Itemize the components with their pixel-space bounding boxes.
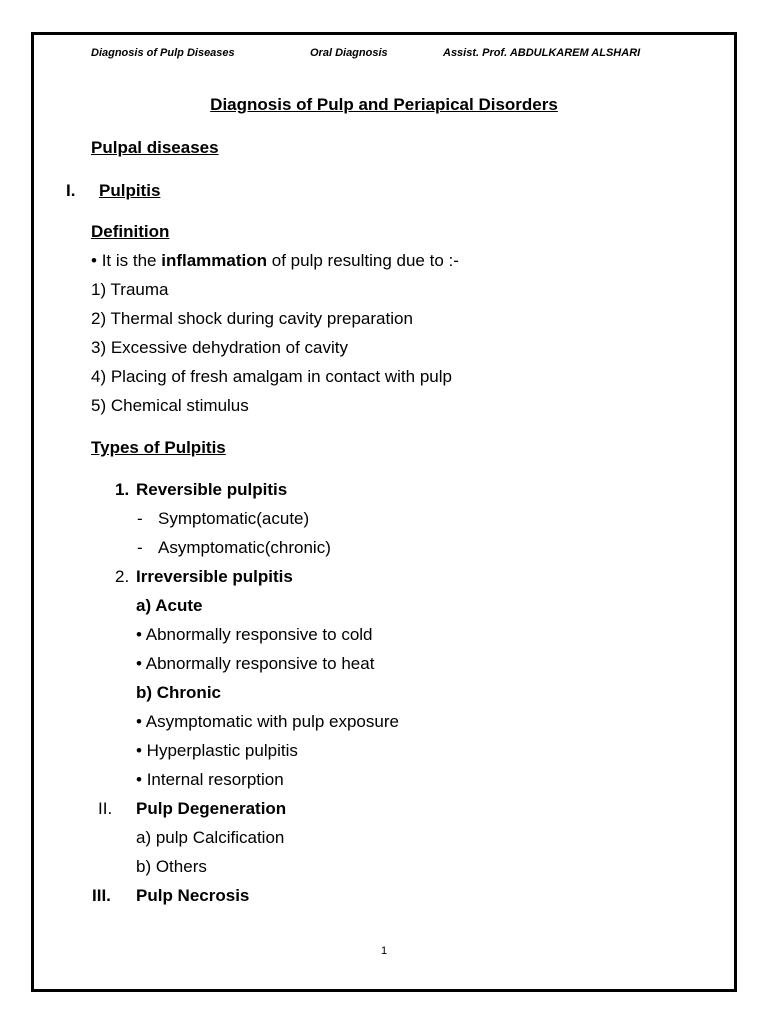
bullet-icon: • <box>136 770 142 789</box>
chronic-item-text: Internal resorption <box>146 770 284 789</box>
degeneration-heading: Pulp Degeneration <box>136 799 287 818</box>
bullet-icon: • <box>91 251 97 270</box>
header-right: Assist. Prof. ABDULKAREM ALSHARI <box>443 47 641 59</box>
dash-icon: - <box>137 509 143 528</box>
reversible-item: Symptomatic(acute) <box>158 509 310 528</box>
cause-item: 4) Placing of fresh amalgam in contact with pulp <box>91 367 452 386</box>
reversible-number: 1. <box>115 480 130 499</box>
acute-item: • Abnormally responsive to cold <box>136 625 373 644</box>
section-heading: Pulpal diseases <box>91 138 219 157</box>
cause-item: 5) Chemical stimulus <box>91 396 249 415</box>
roman-numeral-2: II. <box>98 799 113 818</box>
cause-item: 3) Excessive dehydration of cavity <box>91 338 349 357</box>
dash-icon: - <box>137 538 143 557</box>
types-heading: Types of Pulpitis <box>91 438 226 457</box>
cause-item: 2) Thermal shock during cavity preparation <box>91 309 413 328</box>
degeneration-item: b) Others <box>136 857 207 876</box>
irreversible-number: 2. <box>115 567 130 586</box>
chronic-item <box>136 770 284 790</box>
pulpitis-heading: Pulpitis <box>99 181 161 200</box>
chronic-item: • Hyperplastic pulpitis <box>136 741 298 760</box>
reversible-label: Reversible pulpitis <box>136 480 288 499</box>
cause-item: 1) Trauma <box>91 280 169 299</box>
acute-heading: a) Acute <box>136 596 203 615</box>
necrosis-heading: Pulp Necrosis <box>136 886 250 905</box>
header-center: Oral Diagnosis <box>310 47 388 59</box>
definition-heading: Definition <box>91 222 170 241</box>
definition-pre: It is the <box>101 251 157 270</box>
irreversible-label: Irreversible pulpitis <box>136 567 293 586</box>
header-left: Diagnosis of Pulp Diseases <box>91 47 235 59</box>
acute-item: • Abnormally responsive to heat <box>136 654 375 673</box>
definition-text <box>91 251 459 271</box>
reversible-item: Asymptomatic(chronic) <box>158 538 331 557</box>
definition-post: of pulp resulting due to :- <box>271 251 459 270</box>
chronic-item: • Asymptomatic with pulp exposure <box>136 712 399 731</box>
chronic-heading: b) Chronic <box>136 683 221 702</box>
document-title: Diagnosis of Pulp and Periapical Disorders <box>210 95 558 114</box>
degeneration-item: a) pulp Calcification <box>136 828 285 847</box>
roman-numeral-3: III. <box>92 886 111 905</box>
page-number: 1 <box>380 945 388 957</box>
roman-numeral-1: I. <box>66 181 76 200</box>
definition-emphasis: inflammation <box>161 251 268 270</box>
